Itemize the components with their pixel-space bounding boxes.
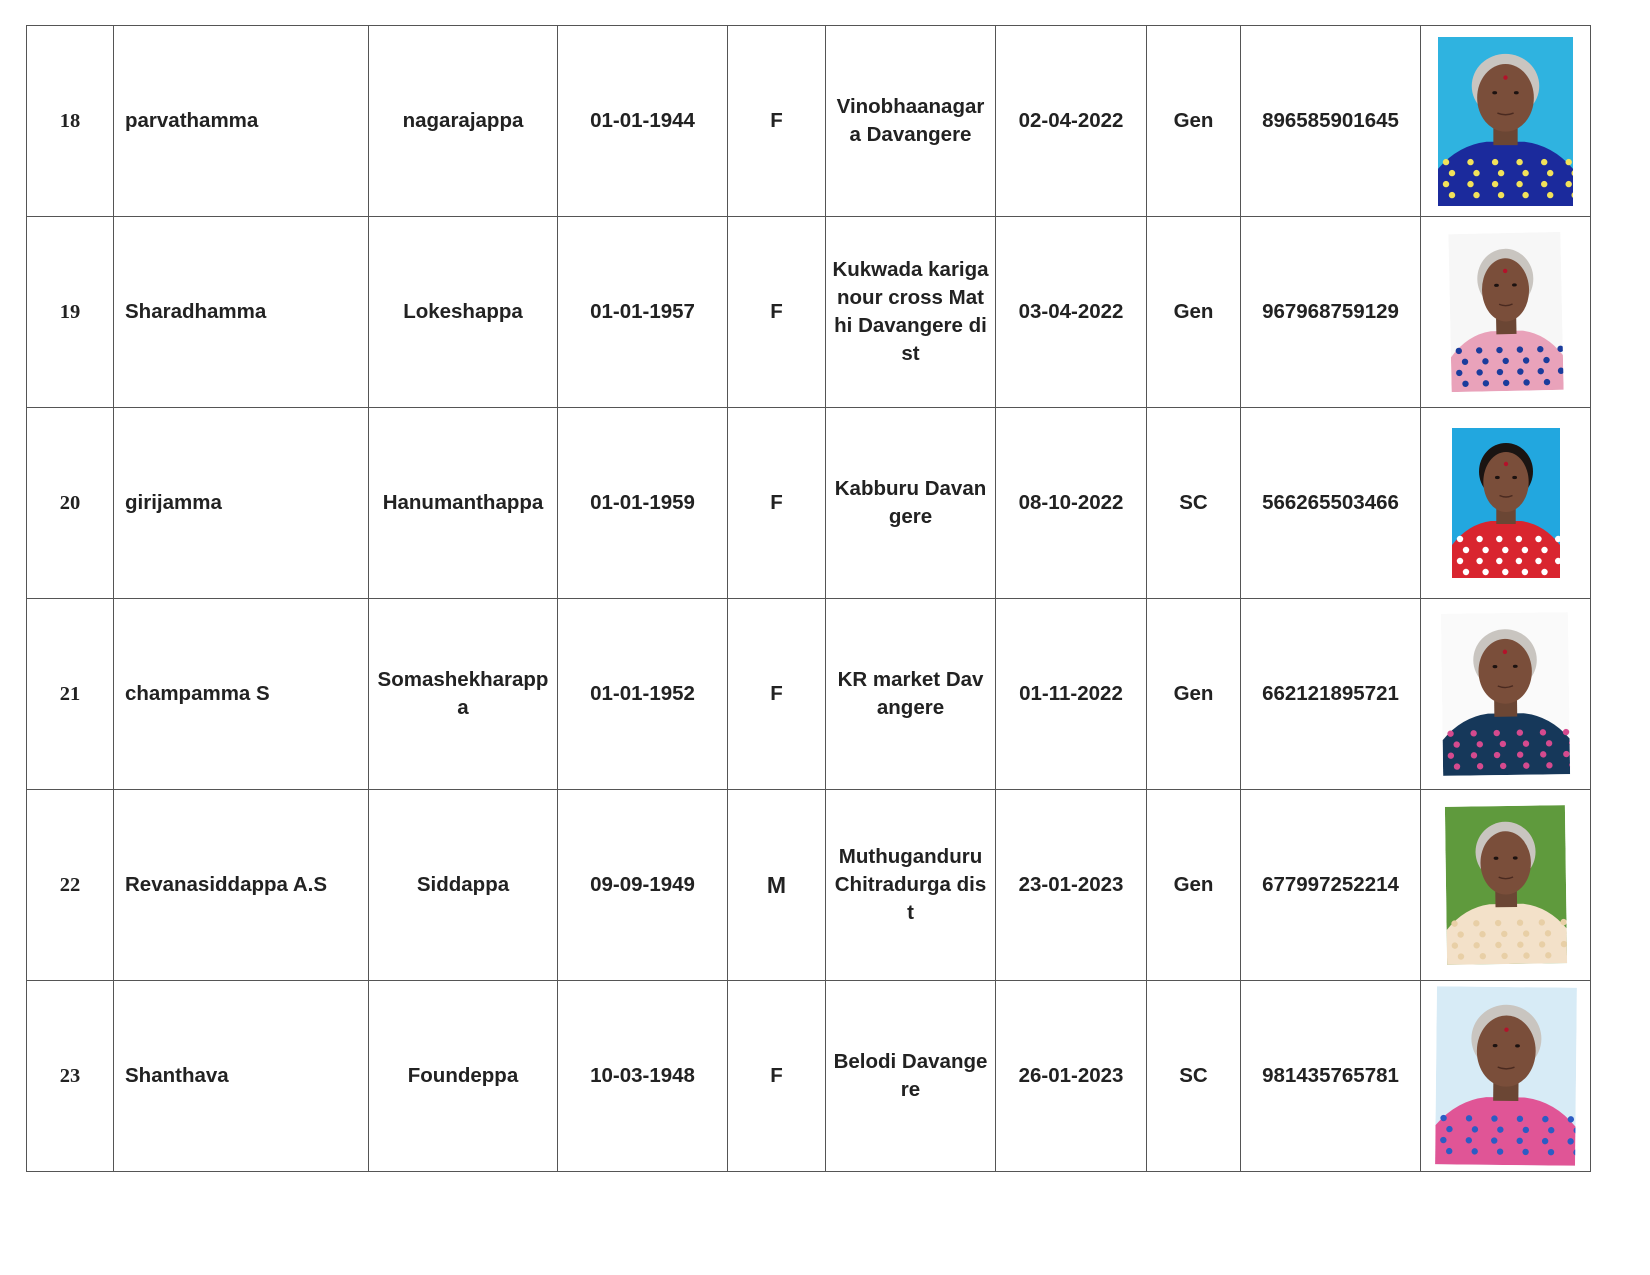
- table-row: [27, 981, 1591, 1172]
- date-of-birth-cell: 01-01-1957: [558, 217, 728, 408]
- serial-number-cell: 22: [27, 790, 114, 981]
- gender-cell: M: [728, 790, 826, 981]
- gender-cell: F: [728, 217, 826, 408]
- registration-date-cell: 08-10-2022: [996, 408, 1147, 599]
- date-of-birth-cell: 10-03-1948: [558, 981, 728, 1172]
- beneficiary-photo: [1435, 986, 1577, 1165]
- id-number-cell: 677997252214: [1241, 790, 1421, 981]
- beneficiary-name-cell: Sharadhamma: [114, 217, 369, 408]
- address-cell: Belodi Davangere: [826, 981, 996, 1172]
- beneficiary-photo: [1438, 37, 1573, 206]
- table-row: [27, 26, 1591, 217]
- photo-cell: [1421, 217, 1591, 408]
- id-number-cell: 967968759129: [1241, 217, 1421, 408]
- category-cell: Gen: [1147, 790, 1241, 981]
- serial-number-cell: 18: [27, 26, 114, 217]
- serial-number-cell: 19: [27, 217, 114, 408]
- category-cell: SC: [1147, 408, 1241, 599]
- beneficiary-table: [26, 25, 1591, 1172]
- table-row: [27, 217, 1591, 408]
- address-cell: Muthuganduru Chitradurga dist: [826, 790, 996, 981]
- gender-cell: F: [728, 408, 826, 599]
- father-name-cell: Somashekharappa: [369, 599, 558, 790]
- beneficiary-photo: [1452, 428, 1560, 578]
- category-cell: Gen: [1147, 599, 1241, 790]
- beneficiary-name-cell: girijamma: [114, 408, 369, 599]
- photo-cell: [1421, 599, 1591, 790]
- photo-cell: [1421, 790, 1591, 981]
- date-of-birth-cell: 01-01-1952: [558, 599, 728, 790]
- address-cell: Kabburu Davangere: [826, 408, 996, 599]
- serial-number-cell: 21: [27, 599, 114, 790]
- registration-date-cell: 23-01-2023: [996, 790, 1147, 981]
- table-row: [27, 408, 1591, 599]
- address-cell: KR market Davangere: [826, 599, 996, 790]
- table-row: [27, 599, 1591, 790]
- registration-date-cell: 01-11-2022: [996, 599, 1147, 790]
- beneficiary-photo: [1444, 805, 1566, 965]
- beneficiary-name-cell: Shanthava: [114, 981, 369, 1172]
- gender-cell: F: [728, 981, 826, 1172]
- father-name-cell: Lokeshappa: [369, 217, 558, 408]
- photo-cell: [1421, 408, 1591, 599]
- photo-cell: [1421, 981, 1591, 1172]
- date-of-birth-cell: 01-01-1959: [558, 408, 728, 599]
- serial-number-cell: 20: [27, 408, 114, 599]
- address-cell: Vinobhaanagara Davangere: [826, 26, 996, 217]
- gender-cell: F: [728, 599, 826, 790]
- id-number-cell: 981435765781: [1241, 981, 1421, 1172]
- gender-cell: F: [728, 26, 826, 217]
- category-cell: Gen: [1147, 217, 1241, 408]
- father-name-cell: Hanumanthappa: [369, 408, 558, 599]
- table-body: [27, 26, 1591, 1172]
- category-cell: SC: [1147, 981, 1241, 1172]
- registration-date-cell: 02-04-2022: [996, 26, 1147, 217]
- beneficiary-name-cell: Revanasiddappa A.S: [114, 790, 369, 981]
- beneficiary-photo: [1448, 232, 1563, 392]
- beneficiary-name-cell: champamma S: [114, 599, 369, 790]
- id-number-cell: 896585901645: [1241, 26, 1421, 217]
- table-row: [27, 790, 1591, 981]
- father-name-cell: Siddappa: [369, 790, 558, 981]
- serial-number-cell: 23: [27, 981, 114, 1172]
- registration-date-cell: 26-01-2023: [996, 981, 1147, 1172]
- father-name-cell: nagarajappa: [369, 26, 558, 217]
- father-name-cell: Foundeppa: [369, 981, 558, 1172]
- address-cell: Kukwada kariganour cross Mathi Davangere dist: [826, 217, 996, 408]
- date-of-birth-cell: 01-01-1944: [558, 26, 728, 217]
- beneficiary-name-cell: parvathamma: [114, 26, 369, 217]
- id-number-cell: 662121895721: [1241, 599, 1421, 790]
- id-number-cell: 566265503466: [1241, 408, 1421, 599]
- registration-date-cell: 03-04-2022: [996, 217, 1147, 408]
- photo-cell: [1421, 26, 1591, 217]
- beneficiary-photo: [1441, 612, 1570, 776]
- category-cell: Gen: [1147, 26, 1241, 217]
- date-of-birth-cell: 09-09-1949: [558, 790, 728, 981]
